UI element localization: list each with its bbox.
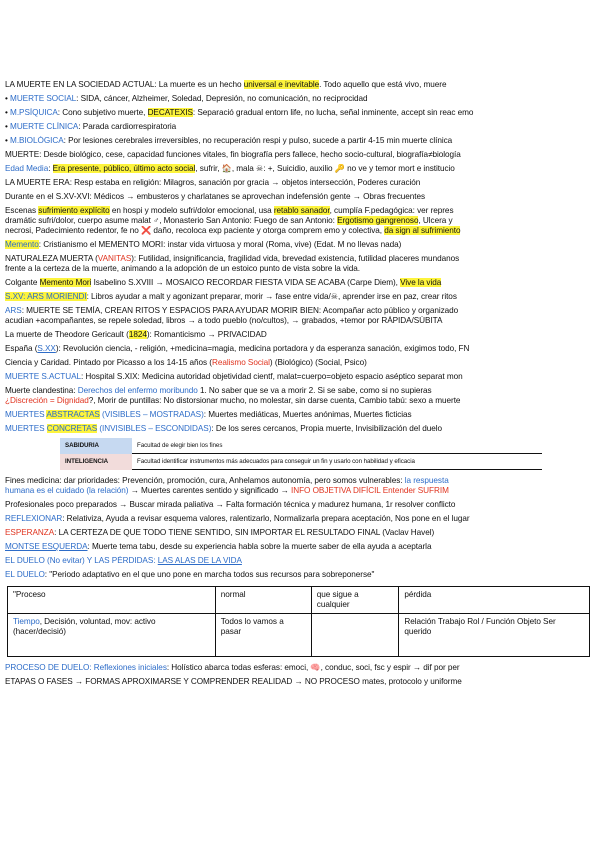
text-segment: : Parada cardiorrespiratoria — [78, 122, 177, 131]
text-segment: M.PSÍQUICA — [10, 108, 58, 117]
text-line — [5, 542, 595, 552]
text-segment: humana es el cuidado (la relación) — [5, 486, 129, 495]
text-segment: • — [5, 122, 11, 131]
text-segment: (VISIBLES – MOSTRADAS) — [99, 410, 204, 419]
text-segment: ): Revolución ciencia, - religión, +medicina=magia, medicina portadora y da esperanza sanación, exigimos todo, FN — [55, 344, 470, 353]
text-segment: , cumplía F.pedagógica: ver repres — [329, 206, 454, 215]
table-cell — [215, 587, 311, 614]
text-segment: : Holístico abarca todas esferas: emoci, 🧠, conduc, soci, fsc y espir → dif por per — [166, 663, 460, 672]
text-paragraph — [5, 476, 595, 496]
text-line — [5, 278, 595, 288]
cell-text: "Proceso — [13, 590, 46, 599]
text-segment: : Separació gradual entorn life, no lucha, señal inminente, accept sin reac emo — [192, 108, 474, 117]
text-segment: S.XX — [37, 344, 56, 353]
text-segment: la respuesta — [404, 476, 449, 485]
text-segment: : MUERTE SE TEMÍA, CREAN RITOS Y ESPACIOS PARA AYUDAR MORIR BIEN: Acompañar acto público y organizado — [21, 306, 459, 315]
text-line — [5, 677, 595, 687]
text-line — [5, 254, 595, 264]
table-cell — [8, 614, 216, 657]
text-segment: ARS — [5, 306, 22, 315]
text-segment: Ergotismo gangrenoso — [337, 216, 419, 225]
text-line — [5, 476, 595, 486]
text-segment: dramátic sufri/dolor, cuerpo asume malat ♂, Monasterio San Antonio: Fuego de san Antonio: — [5, 216, 338, 225]
text-line — [5, 216, 595, 226]
text-segment: Memento Mori — [39, 278, 92, 287]
text-segment: MUERTES — [5, 424, 47, 433]
text-segment: Muerte clandestina: — [5, 386, 78, 395]
cell-text: , Decisión, voluntad, mov: activo (hacer/decisió) — [13, 617, 156, 636]
cell-text: Tiempo — [13, 617, 40, 626]
text-segment: REFLEXIONAR — [5, 514, 63, 523]
text-segment: : SIDA, cáncer, Alzheimer, Soledad, Depresión, no comunicación, no reciprocidad — [76, 94, 368, 103]
table-cell — [8, 587, 216, 614]
text-segment: Derechos del enfermo moribundo — [77, 386, 198, 395]
text-line — [5, 292, 595, 302]
table-cell — [311, 587, 399, 614]
text-segment: LAS ALAS DE LA VIDA — [157, 556, 242, 565]
text-segment: • — [5, 108, 11, 117]
table-cell — [311, 614, 399, 657]
text-segment: La muerte de Theodore Gericault ( — [5, 330, 129, 339]
text-line — [5, 80, 595, 90]
text-segment: ): Romanticismo → PRIVACIDAD — [146, 330, 267, 339]
text-line — [5, 316, 595, 326]
text-paragraph — [5, 386, 595, 406]
text-segment: LA MUERTE ERA: Resp estaba en religión: Milagros, sanación por gracia → objetos intersección, Poderes curación — [5, 178, 421, 187]
text-segment: Durante en el S.XV-XVI: Médicos → embusteros y charlatanes se aprovechan indefensión gente → Obras frecuentes — [5, 192, 426, 201]
text-segment: M.BIOLÓGICA — [10, 136, 64, 145]
text-segment: : Cono subjetivo muerte, — [57, 108, 148, 117]
text-segment: : Por lesiones cerebrales irreversibles, no recuperación respi y pulso, sucede a partir 4-15 min muerte clínica — [63, 136, 453, 145]
text-line — [5, 570, 595, 580]
text-segment: universal e inevitable — [243, 80, 320, 89]
text-segment: ?, Morir de puntillas: No distorsionar mucho, no molestar, sin darse cuenta, Cambio tabú: sexo a muerte — [88, 396, 461, 405]
cell-text: que sigue a cualquier — [316, 590, 359, 609]
text-segment: : Hospital S.XIX: Medicina autoridad objetividad cientf, malat=cuerpo=objeto espacio aséptico separat mon — [80, 372, 463, 381]
text-segment: 1. No saber que se va a morir 2. Si se sabe, como si no supieras — [197, 386, 432, 395]
text-segment: : Muertes mediáticas, Muertes anónimas, Muertes ficticias — [203, 410, 412, 419]
text-segment: LA MUERTE EN LA SOCIEDAD ACTUAL: La muerte es un hecho — [5, 80, 244, 89]
text-line — [5, 556, 595, 566]
text-segment: VANITAS — [97, 254, 132, 263]
text-segment: , Ulcera y — [418, 216, 453, 225]
text-line — [5, 344, 595, 354]
text-segment: en hospi y modelo sufri/dolor emocional, usa — [109, 206, 274, 215]
text-segment: Era presente, público, último acto social — [52, 164, 196, 173]
text-segment: sufrimiento explícito — [38, 206, 110, 215]
text-segment: Colgante — [5, 278, 40, 287]
table-row — [60, 454, 542, 470]
text-line — [5, 94, 595, 104]
text-segment: España ( — [5, 344, 38, 353]
text-segment: , sufrir, 🏠, mala ☠: +, Suicidio, auxilio 🔑 no ve y temor mort e institucio — [195, 164, 455, 173]
text-line — [5, 528, 595, 538]
cell-text: Todos lo vamos a pasar — [220, 617, 284, 636]
text-segment: • — [5, 136, 11, 145]
text-segment: Edad Media — [5, 164, 49, 173]
text-segment: . Todo aquello que está vivo, muere — [319, 80, 447, 89]
table-row — [8, 614, 590, 657]
text-segment: 1824 — [128, 330, 147, 339]
text-line — [5, 206, 595, 216]
text-segment: MUERTE SOCIAL — [10, 94, 77, 103]
text-segment: da sign al sufrimiento — [384, 226, 461, 235]
text-line — [5, 396, 595, 406]
text-segment: ETAPAS O FASES → FORMAS APROXIMARSE Y COMPRENDER REALIDAD → NO PROCESO mates, protocolo y uniforme — [5, 677, 462, 686]
text-segment: ABSTRACTAS — [46, 410, 100, 419]
text-segment: MUERTE CLÍNICA — [10, 122, 79, 131]
text-segment: MUERTE S.ACTUAL — [5, 372, 81, 381]
document-body — [5, 80, 595, 691]
text-segment: necrosi, Padecimiento redentor, fe no ❌ daño, recoloca exp paciente y otorga comprem emo y colectiva, — [5, 226, 385, 235]
text-segment: • — [5, 94, 11, 103]
text-segment: Ciencia y Caridad. Pintado por Picasso a los 14-15 años ( — [5, 358, 212, 367]
text-line — [5, 306, 595, 316]
text-segment: : Cristianismo el MEMENTO MORI: instar vida virtuosa y moral (Roma, vive) (Edat. M no llevas nada) — [38, 240, 402, 249]
text-line — [5, 410, 595, 420]
text-line — [5, 386, 595, 396]
text-line — [5, 372, 595, 382]
text-line — [5, 486, 595, 496]
text-segment: : De los seres cercanos, Propia muerte, Invisibilización del duelo — [211, 424, 443, 433]
text-segment: ESPERANZA — [5, 528, 55, 537]
text-segment: NATURALEZA MUERTA ( — [5, 254, 98, 263]
table-cell — [399, 614, 590, 657]
text-segment: Vive la vida — [400, 278, 442, 287]
text-segment: : — [48, 164, 53, 173]
text-segment: MUERTES — [5, 410, 47, 419]
text-segment: EL DUELO — [5, 570, 45, 579]
definition-text: Facultad de elegir bien los fines — [132, 438, 542, 454]
cell-text: Relación Trabajo Rol / Función Objeto Ser querido — [404, 617, 556, 636]
text-line — [5, 136, 595, 146]
text-line — [5, 424, 595, 434]
definition-text: Facultad identificar instrumentos más adecuados para conseguir un fin y usarlo con habilidad y eficacia — [132, 454, 542, 470]
text-segment: Profesionales poco preparados → Buscar mirada paliativa → Falta formación técnica y madurez humana, 1r resolver conflicto — [5, 500, 456, 509]
text-segment: PROCESO DE DUELO: Reflexiones iniciales — [5, 663, 167, 672]
text-segment: retablo sanador — [273, 206, 330, 215]
text-segment: ) (Biológico) (Social, Psico) — [269, 358, 367, 367]
text-segment: Memento — [5, 240, 39, 249]
text-segment: Realismo Social — [211, 358, 270, 367]
text-segment: : Libros ayudar a malt y agonizant preparar, morir → fase entre vida/☠, aprender irse en paz, crear ritos — [86, 292, 457, 301]
text-segment: : LA CERTEZA DE QUE TODO TIENE SENTIDO, SIN IMPORTAR EL RESULTADO FINAL (Vaclav Havel) — [54, 528, 435, 537]
text-segment: DECATEXIS — [147, 108, 193, 117]
table-row — [8, 587, 590, 614]
text-line — [5, 330, 595, 340]
text-segment: ): Futilidad, insignificancia, fragilidad vida, brevedad existencia, futilidad placeres mundanos — [131, 254, 460, 263]
cell-text: normal — [220, 590, 246, 599]
text-segment: : "Periodo adaptativo en el que uno pone en marcha todos sus recursos para sobreponerse" — [44, 570, 375, 579]
text-segment: : Muerte tema tabu, desde su experiencia habla sobre la muerte saber de ella ayuda a aceptarla — [87, 542, 432, 551]
text-segment: MONTSE ESQUERDA — [5, 542, 88, 551]
text-line — [5, 663, 595, 673]
text-line — [5, 192, 595, 202]
text-paragraph — [5, 206, 595, 236]
text-line — [5, 108, 595, 118]
cell-text: pérdida — [404, 590, 432, 599]
definition-table — [60, 438, 542, 470]
text-line — [5, 500, 595, 510]
text-segment: : Relativiza, Ayuda a revisar esquema valores, ralentizarlo, Normalizarla prepara aceptación, Nos pone en el lugar — [62, 514, 470, 523]
text-segment: ¿Discreción = Dignidad — [5, 396, 89, 405]
table-cell — [215, 614, 311, 657]
text-segment: CONCRETAS — [46, 424, 98, 433]
text-line — [5, 240, 595, 250]
text-line — [5, 164, 595, 174]
definition-term: SABIDURIA — [60, 438, 132, 454]
text-segment: EL DUELO (No evitar) Y LAS PÉRDIDAS: — [5, 556, 158, 565]
text-segment: Isabelino S.XVIII → MOSAICO RECORDAR FIESTA VIDA SE ACABA (Carpe Diem), — [91, 278, 401, 287]
text-line — [5, 122, 595, 132]
text-line — [5, 178, 595, 188]
table-cell — [399, 587, 590, 614]
text-segment: frente a la certeza de la muerte, animando a la adopción de un estoico punto de vista sobre la vida. — [5, 264, 361, 273]
table-row — [60, 438, 542, 454]
text-segment: INFO OBJETIVA DIFÍCIL Entender SUFRIM — [291, 486, 449, 495]
text-line — [5, 226, 595, 236]
text-segment: (INVISIBLES – ESCONDIDAS) — [97, 424, 212, 433]
text-line — [5, 150, 595, 160]
text-segment: MUERTE: Desde biológico, cese, capacidad funciones vitales, fin biografía pers fallece, hecho socio-cultural, biografía≠biología — [5, 150, 461, 159]
text-segment: S.XV: ARS MORIENDI — [5, 292, 87, 301]
text-segment: → Muertes carentes sentido y significado → — [128, 486, 292, 495]
text-line — [5, 514, 595, 524]
text-segment: acudian +acompañantes, se repele soledad, libros → a todo pueblo (no/cultos), → grabados, +temor por RÁPIDA/SÚBITA — [5, 316, 443, 325]
text-segment: Escenas — [5, 206, 39, 215]
text-paragraph — [5, 306, 595, 326]
definition-term: INTELIGENCIA — [60, 454, 132, 470]
duelo-table — [7, 586, 590, 657]
text-line — [5, 358, 595, 368]
text-paragraph — [5, 254, 595, 274]
text-segment: Fines medicina: dar prioridades: Prevención, promoción, cura, Anhelamos autonomía, pero somos vulnerables: — [5, 476, 405, 485]
text-line — [5, 264, 595, 274]
